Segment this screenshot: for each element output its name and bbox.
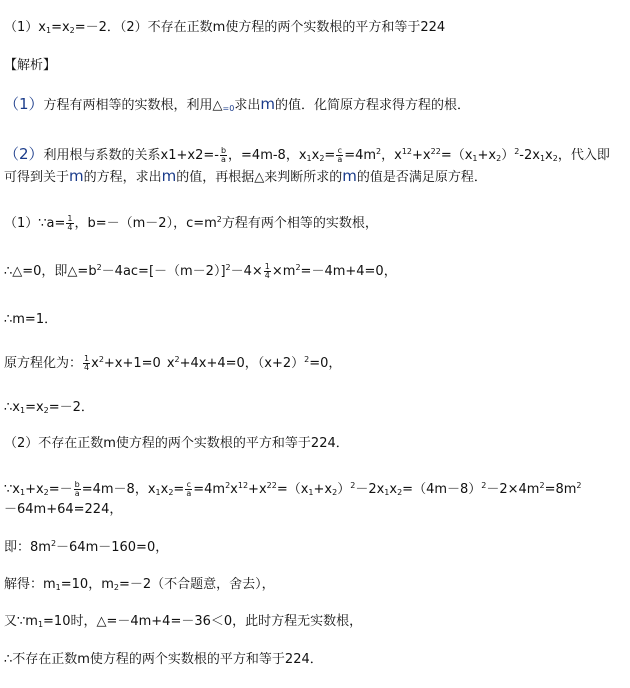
solution-text: 原方程化为： [4, 356, 83, 371]
solution-text: =x [25, 400, 44, 415]
solution1-line3: ∴m=1． [4, 312, 58, 327]
solution2-line4 [4, 538, 168, 558]
solution-text: =4m－8，x [81, 482, 156, 497]
analysis-text: 的方程，求出 [83, 170, 162, 185]
superscript: 2 [216, 215, 222, 224]
numerator: 1 [84, 354, 90, 363]
analysis-text: = [324, 148, 336, 163]
part-number: （1） [4, 95, 44, 113]
subscript: 1 [384, 488, 390, 497]
analysis-text: x [545, 148, 553, 163]
subscript: 2 [113, 583, 119, 592]
superscript: 22 [430, 147, 441, 156]
analysis-text: ，x [381, 148, 402, 163]
numerator: c [337, 146, 342, 155]
analysis-text: ） [501, 148, 515, 163]
subscript: 2 [319, 154, 325, 163]
analysis-text: =4m [344, 148, 377, 163]
numerator: 1 [264, 262, 270, 271]
analysis-text: 的值，再根据△来判断所求的 [176, 170, 343, 185]
solution-text: 又∵m [4, 614, 38, 629]
fraction-c-over-a [336, 147, 343, 164]
fraction-b-over-a [220, 147, 227, 164]
answer-text: =x [51, 20, 70, 35]
solution-text: = [173, 482, 185, 497]
fraction-b-over-a [74, 481, 81, 498]
analysis-text: 的值是否满足原方程． [356, 170, 487, 185]
fraction-one-quarter [66, 215, 73, 232]
solution-text: x [160, 482, 169, 497]
analysis-text: 利用根与系数的关系x1+x2=- [43, 148, 219, 163]
analysis-text: 求出 [234, 98, 261, 113]
analysis-text: x [311, 148, 320, 163]
solution-text: =10时，△=－4m+4=－36＜0，此时方程无实数根， [43, 614, 363, 629]
analysis-text: +x [477, 148, 497, 163]
analysis-text: -2x [519, 148, 540, 163]
solution1-line2 [4, 262, 397, 282]
variable-m: m [260, 95, 275, 113]
denominator: 4 [264, 271, 270, 280]
denominator: a [221, 155, 226, 164]
numerator: c [186, 480, 191, 489]
solution-text: （1）∵a= [4, 216, 66, 231]
solution-text: 方程有两个相等的实数根， [221, 216, 378, 231]
analysis-text: =（x [440, 148, 473, 163]
superscript: 2 [225, 263, 231, 272]
solution-text: =10，m [60, 577, 114, 592]
subscript: 2 [168, 488, 174, 497]
superscript: 2 [98, 355, 104, 364]
solution-text: 解得：m [4, 577, 56, 592]
subscript: 2 [496, 154, 502, 163]
solution1-line5 [4, 398, 94, 418]
solution-text: －2x [355, 482, 385, 497]
part-number: （2） [4, 145, 44, 163]
denominator: a [74, 489, 80, 498]
superscript: 12 [401, 147, 413, 156]
solution2-line1: （2）不存在正数m使方程的两个实数根的平方和等于224． [4, 436, 349, 451]
solution-text: =0， [309, 356, 342, 371]
fraction-c-over-a [185, 481, 192, 498]
subscript: 1 [472, 154, 478, 163]
numerator: 1 [67, 214, 73, 223]
solution-text: +4x+4=0，（x+2） [179, 356, 305, 371]
analysis-part1 [4, 94, 470, 116]
superscript: 2 [304, 355, 310, 364]
answer-line [4, 18, 445, 38]
superscript: 2 [295, 263, 301, 272]
solution-text: x [91, 356, 99, 371]
solution-text: 即：8m [4, 540, 51, 555]
subscript: 2 [43, 488, 49, 497]
solution2-line6 [4, 612, 362, 632]
solution-text: －4× [230, 264, 263, 279]
answer-text: =－2．（2）不存在正数m使方程的两个实数根的平方和等于224 [74, 20, 446, 35]
subscript: 2 [397, 488, 403, 497]
solution-text: x [389, 482, 398, 497]
solution-text: =4m [193, 482, 226, 497]
solution2-line7: ∴不存在正数m使方程的两个实数根的平方和等于224． [4, 652, 323, 667]
subscript: 1 [308, 488, 314, 497]
subscript: 1 [45, 26, 52, 35]
subscript: 1 [19, 488, 26, 497]
solution-text: =－2． [48, 400, 94, 415]
subscript: 1 [155, 488, 161, 497]
subscript: 2 [332, 488, 338, 497]
solution-text: x [166, 356, 175, 371]
denominator: a [337, 155, 343, 164]
solution-text: =（4m－8） [402, 482, 482, 497]
solution-text: ∴x [4, 400, 20, 415]
subscript: 1 [37, 620, 44, 629]
superscript: 2 [576, 481, 582, 490]
solution-text: =－ [48, 482, 73, 497]
numerator: b [74, 480, 80, 489]
solution-text: =8m [544, 482, 577, 497]
answer-text: （1）x [4, 20, 46, 35]
subscript: 1 [539, 154, 546, 163]
solution-text: －2×4m [486, 482, 540, 497]
superscript: 2 [50, 539, 57, 548]
solution-text: x [230, 482, 238, 497]
superscript: 2 [174, 355, 180, 364]
superscript: 2 [96, 263, 102, 272]
subscript: 1 [55, 583, 61, 592]
solution-text: －4ac=[－（m－2）] [101, 264, 226, 279]
analysis-text: 可得到关于 [4, 170, 70, 185]
denominator: a [186, 489, 192, 498]
fraction-one-quarter [83, 355, 90, 372]
numerator: b [220, 146, 227, 155]
solution-text: ∵x [4, 482, 20, 497]
solution-text: =（x [276, 482, 309, 497]
denominator: 4 [67, 223, 73, 232]
superscript: 2 [225, 481, 231, 490]
solution2-line5 [4, 575, 275, 595]
solution2-line3: －64m+64=224， [4, 502, 123, 517]
subscript: =0 [222, 104, 235, 113]
variable-m: m [69, 167, 84, 185]
fraction-one-quarter [264, 263, 271, 280]
variable-m: m [342, 167, 357, 185]
solution-text: +x [313, 482, 333, 497]
superscript: 2 [539, 481, 545, 490]
analysis-heading: 【解析】 [4, 58, 57, 73]
solution-text: －64m－160=0， [56, 540, 169, 555]
superscript: 2 [514, 147, 520, 156]
variable-m: m [161, 167, 177, 185]
superscript: 2 [350, 481, 356, 490]
subscript: 2 [552, 154, 558, 163]
subscript: 1 [19, 406, 26, 415]
subscript: 2 [43, 406, 49, 415]
analysis-text: 的值．化简原方程求得方程的根． [274, 98, 470, 113]
superscript: 12 [237, 481, 249, 490]
solution-text: ∴△=0，即△=b [4, 264, 97, 279]
analysis-text: ，代入即 [557, 148, 610, 163]
denominator: 4 [84, 363, 90, 372]
solution-text: +x [248, 482, 267, 497]
superscript: 22 [266, 481, 277, 490]
analysis-text: +x [412, 148, 431, 163]
solution-text: ×m [271, 264, 296, 279]
analysis-text: ，=4m-8，x [228, 148, 307, 163]
solution-text: +x+1=0 [103, 356, 161, 371]
solution1-line1 [4, 214, 378, 234]
solution1-line4 [4, 354, 341, 374]
superscript: 2 [481, 481, 487, 490]
analysis-part2-line2 [4, 166, 487, 188]
solution2-line2 [4, 480, 582, 500]
solution-text: ） [337, 482, 351, 497]
solution-text: =－4m+4=0， [300, 264, 397, 279]
superscript: 2 [376, 147, 382, 156]
solution-text: =－2（不合题意，舍去）， [118, 577, 275, 592]
subscript: 2 [69, 26, 75, 35]
subscript: 1 [306, 154, 312, 163]
analysis-part2-line1 [4, 144, 610, 166]
analysis-text: 方程有两相等的实数根，利用△ [43, 98, 223, 113]
solution-text: +x [25, 482, 44, 497]
solution-text: ，b=－（m－2），c=m [74, 216, 217, 231]
